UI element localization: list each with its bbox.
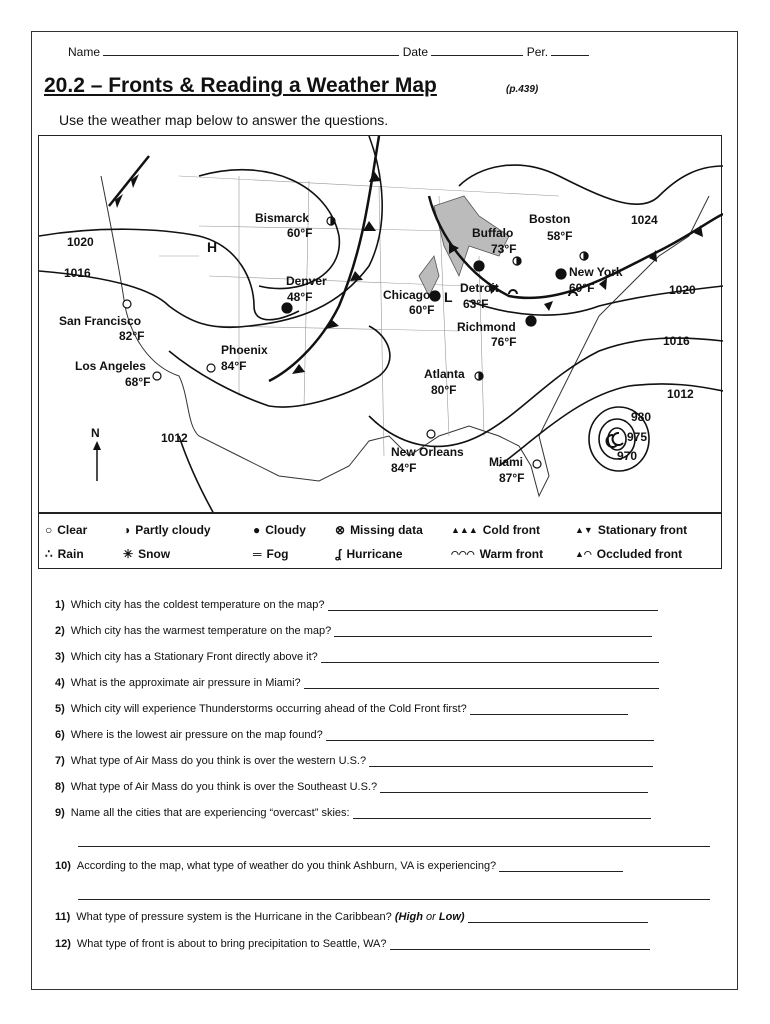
isobar-label-1020-west: 1020 [67, 235, 94, 249]
answer-field-7[interactable] [369, 756, 653, 767]
city-temp-phoenix: 84°F [221, 359, 247, 373]
marker-new-orleans [427, 430, 435, 438]
answer-field-1[interactable] [328, 600, 658, 611]
marker-denver [282, 303, 292, 313]
legend-label: Stationary front [597, 523, 688, 537]
occluded-front-icon: ▲◠ [575, 548, 592, 559]
city-temp-new-orleans: 84°F [391, 461, 417, 475]
clear-icon: ○ [45, 523, 53, 537]
legend-item-hurricane [335, 547, 403, 561]
page-reference: (p.439) [506, 84, 539, 95]
north-label: N [91, 426, 100, 440]
question-11: 11) What type of pressure system is the Hurricane in the Caribbean? (High or Low) [55, 911, 648, 923]
isobar-label-1012-east: 1012 [667, 387, 694, 401]
answer-field-10-continued[interactable] [78, 898, 710, 900]
legend-item-cloudy [253, 523, 306, 537]
legend-item-warm-front [451, 547, 543, 561]
question-4 [55, 677, 659, 689]
question-8 [55, 781, 648, 793]
answer-field-6[interactable] [326, 730, 654, 741]
isobar-label-975: 975 [627, 430, 648, 444]
high-pressure-label: H [207, 239, 218, 255]
legend-label: Rain [57, 547, 84, 561]
question-text: Which city will experience Thunderstorms occurring ahead of the Cold Front first? [70, 703, 467, 715]
question-number: 11) [55, 911, 71, 923]
stationary-front-icon: ▲▼ [575, 525, 593, 535]
question-number: 2) [55, 625, 65, 637]
question-text: Which city has a Stationary Front directly above it? [70, 651, 318, 663]
city-label-boston: Boston [529, 212, 571, 226]
city-temp-san-francisco: 82°F [119, 329, 145, 343]
answer-field-8[interactable] [380, 782, 648, 793]
answer-field-12[interactable] [390, 939, 650, 950]
warm-front-icon: ◠◠◠ [451, 548, 475, 559]
legend-item-cold-front [451, 523, 540, 537]
isobar-label-1012-south: 1012 [161, 431, 188, 445]
date-label: Date [402, 45, 429, 59]
question-text: What type of front is about to bring precipitation to Seattle, WA? [76, 938, 387, 950]
question-7 [55, 755, 653, 767]
snow-icon: ✳ [123, 547, 134, 561]
legend-label: Snow [138, 547, 171, 561]
name-date-period-line [68, 45, 589, 59]
city-label-bismarck: Bismarck [255, 211, 310, 225]
legend-item-occluded-front [575, 547, 682, 561]
date-field[interactable] [431, 45, 523, 56]
marker-los-angeles [153, 372, 161, 380]
question-number: 5) [55, 703, 65, 715]
weather-map [38, 135, 722, 513]
city-label-phoenix: Phoenix [221, 343, 268, 357]
cold-front-icon: ▲▲▲ [451, 525, 478, 535]
city-label-los-angeles: Los Angeles [75, 359, 146, 373]
legend-item-rain [45, 547, 84, 561]
isobar-1016-west [39, 136, 382, 327]
legend-label: Cloudy [265, 523, 306, 537]
question-text: Where is the lowest air pressure on the map found? [70, 729, 323, 741]
map-legend [38, 512, 722, 569]
legend-label: Missing data [350, 523, 423, 537]
answer-field-5[interactable] [470, 704, 628, 715]
question-text: Name all the cities that are experiencing “overcast” skies: [70, 807, 350, 819]
city-label-new-york: New York [569, 265, 623, 279]
question-5 [55, 703, 628, 715]
answer-field-11[interactable] [468, 912, 648, 923]
legend-label: Cold front [482, 523, 541, 537]
city-label-denver: Denver [286, 274, 327, 288]
isobar-label-1016-west: 1016 [64, 266, 91, 280]
answer-field-9[interactable] [353, 808, 651, 819]
marker-detroit [474, 261, 484, 271]
legend-label: Fog [266, 547, 289, 561]
partly-cloudy-icon: ◑ [123, 523, 131, 537]
question-6 [55, 729, 654, 741]
city-temp-new-york: 60°F [569, 281, 595, 295]
question-text: What type of Air Mass do you think is over the western U.S.? [70, 755, 367, 767]
city-temp-denver: 48°F [287, 290, 313, 304]
answer-field-3[interactable] [321, 652, 659, 663]
city-label-detroit: Detroit [460, 281, 499, 295]
isobar-label-1024: 1024 [631, 213, 658, 227]
marker-phoenix [207, 364, 215, 372]
period-field[interactable] [551, 45, 589, 56]
answer-field-4[interactable] [304, 678, 659, 689]
hurricane-icon [607, 433, 623, 447]
question-number: 1) [55, 599, 65, 611]
hint-low: Low [438, 911, 461, 923]
city-label-atlanta: Atlanta [424, 367, 465, 381]
city-temp-bismarck: 60°F [287, 226, 313, 240]
marker-richmond [526, 316, 536, 326]
hint-or: or [426, 911, 436, 923]
isobar-label-970: 970 [617, 449, 638, 463]
isobar-label-1016-east: 1016 [663, 334, 690, 348]
city-temp-buffalo: 73°F [491, 242, 517, 256]
legend-item-fog [253, 547, 289, 561]
cloudy-icon: ● [253, 523, 261, 537]
city-temp-richmond: 76°F [491, 335, 517, 349]
question-9 [55, 807, 651, 819]
legend-item-snow [123, 547, 170, 561]
question-number: 4) [55, 677, 65, 689]
legend-item-clear [45, 523, 87, 537]
answer-field-10[interactable] [499, 861, 623, 872]
question-text: Which city has the warmest temperature on the map? [70, 625, 332, 637]
marker-new-york [556, 269, 566, 279]
city-label-new-orleans: New Orleans [391, 445, 464, 459]
legend-item-partly-cloudy [123, 523, 211, 537]
legend-item-missing-data [335, 523, 423, 537]
city-label-san-francisco: San Francisco [59, 314, 142, 328]
city-temp-miami: 87°F [499, 471, 525, 485]
city-temp-detroit: 63°F [463, 297, 489, 311]
marker-san-francisco [123, 300, 131, 308]
city-label-chicago: Chicago [383, 288, 431, 302]
isobar-label-1020-east: 1020 [669, 283, 696, 297]
isobar-1024 [459, 165, 723, 204]
city-temp-atlanta: 80°F [431, 383, 457, 397]
city-label-buffalo: Buffalo [472, 226, 514, 240]
city-label-miami: Miami [489, 455, 524, 469]
question-text: According to the map, what type of weather do you think Ashburn, VA is experiencing? [76, 860, 497, 872]
legend-label: Occluded front [596, 547, 683, 561]
answer-field-2[interactable] [334, 626, 652, 637]
city-temp-chicago: 60°F [409, 303, 435, 317]
answer-field-9-continued[interactable] [78, 845, 710, 847]
page-title: 20.2 – Fronts & Reading a Weather Map [44, 74, 437, 97]
question-text: What is the approximate air pressure in Miami? [70, 677, 301, 689]
marker-miami [533, 460, 541, 468]
question-number: 12) [55, 938, 71, 950]
question-text: Which city has the coldest temperature on the map? [70, 599, 325, 611]
legend-label: Hurricane [346, 547, 403, 561]
low-pressure-label: L [444, 289, 453, 305]
legend-item-stationary-front [575, 523, 687, 537]
isobar-label-980: 980 [631, 410, 652, 424]
name-label: Name [68, 45, 101, 59]
question-text: What type of pressure system is the Hurricane in the Caribbean? [76, 911, 392, 923]
question-text: What type of Air Mass do you think is over the Southeast U.S.? [70, 781, 378, 793]
hurricane-icon: ʆ [335, 547, 342, 561]
legend-label: Clear [57, 523, 88, 537]
rain-icon: ∴ [45, 547, 53, 561]
city-label-richmond: Richmond [457, 320, 516, 334]
question-1 [55, 599, 658, 611]
weather-map-canvas [39, 136, 723, 514]
question-2 [55, 625, 652, 637]
period-label: Per. [526, 45, 549, 59]
question-10 [55, 860, 623, 872]
city-temp-los-angeles: 68°F [125, 375, 151, 389]
legend-label: Warm front [479, 547, 544, 561]
hint-high: High [398, 911, 423, 923]
instructions: Use the weather map below to answer the questions. [59, 112, 389, 128]
fog-icon: ═ [253, 547, 262, 561]
legend-label: Partly cloudy [135, 523, 211, 537]
question-number: 6) [55, 729, 65, 741]
question-number: 9) [55, 807, 65, 819]
marker-chicago [430, 291, 440, 301]
isobar-1012-south [179, 436, 214, 514]
question-number: 8) [55, 781, 65, 793]
name-field[interactable] [103, 45, 399, 56]
question-3 [55, 651, 659, 663]
missing-data-icon: ⊗ [335, 523, 346, 537]
question-number: 7) [55, 755, 65, 767]
city-temp-boston: 58°F [547, 229, 573, 243]
question-number: 3) [55, 651, 65, 663]
question-12 [55, 938, 650, 950]
question-number: 10) [55, 860, 71, 872]
